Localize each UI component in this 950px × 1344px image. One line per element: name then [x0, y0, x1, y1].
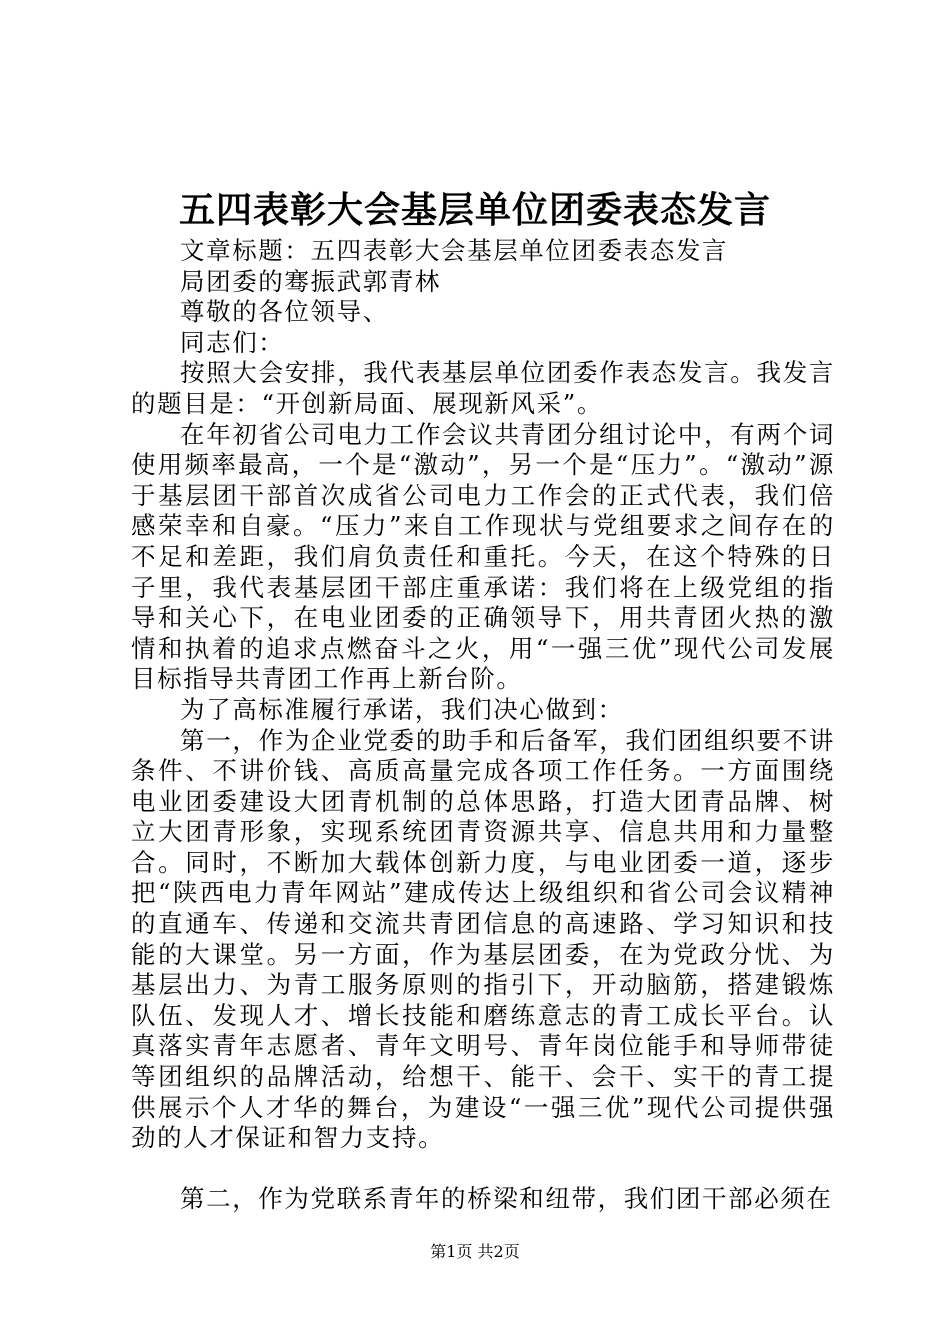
body-paragraph: 在年初省公司电力工作会议共青团分组讨论中，有两个词使用频率最高，一个是“激动”，另一个是“压力”。“激动”源于基层团干部首次成省公司电力工作会的正式代表，我们倍感荣幸和自豪。“压力”来自工作现状与党组要求之间存在的不足和差距，我们肩负责任和重托。今天，在这个特殊的日子里，我代表基层团干部庄重承诺：我们将在上级党组的指导和关心下，在电业团委的正确领导下，用共青团火热的激情和执着的追求点燃奋斗之火，用“一强三优”现代公司发展目标指导共青团工作再上新台阶。 [131, 419, 835, 694]
body-paragraph: 第一，作为企业党委的助手和后备军，我们团组织要不讲条件、不讲价钱、高质高量完成各项工作任务。一方面围绕电业团委建设大团青机制的总体思路，打造大团青品牌、树立大团青形象，实现系统团青资源共享、信息共用和力量整合。同时，不断加大载体创新力度，与电业团委一道，逐步把“陕西电力青年网站”建成传达上级组织和省公司会议精神的直通车、传递和交流共青团信息的高速路、学习知识和技能的大课堂。另一方面，作为基层团委，在为党政分忧、为基层出力、为青工服务原则的指引下，开动脑筋，搭建锻炼队伍、发现人才、增长技能和磨练意志的青工成长平台。认真落实青年志愿者、青年文明号、青年岗位能手和导师带徒等团组织的品牌活动，给想干、能干、会干、实干的青工提供展示个人才华的舞台，为建设“一强三优”现代公司提供强劲的人才保证和智力支持。 [131, 725, 835, 1153]
salutation-line-2: 同志们： [180, 327, 285, 357]
author-line: 局团委的骞振武郭青林 [180, 266, 441, 296]
document-title: 五四表彰大会基层单位团委表态发言 [178, 189, 771, 231]
body-paragraph: 为了高标准履行承诺，我们决心做到： [180, 694, 624, 724]
article-title-line: 文章标题：五四表彰大会基层单位团委表态发言 [180, 236, 729, 265]
page-footer: 第1页 共2页 [430, 1242, 520, 1261]
body-paragraph: 按照大会安排，我代表基层单位团委作表态发言。我发言的题目是：“开创新局面、展现新风采”。 [131, 358, 835, 418]
salutation-line: 尊敬的各位领导、 [180, 297, 389, 327]
document-body [131, 236, 835, 1214]
body-paragraph: 第二，作为党联系青年的桥梁和纽带，我们团干部必须在 [180, 1183, 833, 1213]
